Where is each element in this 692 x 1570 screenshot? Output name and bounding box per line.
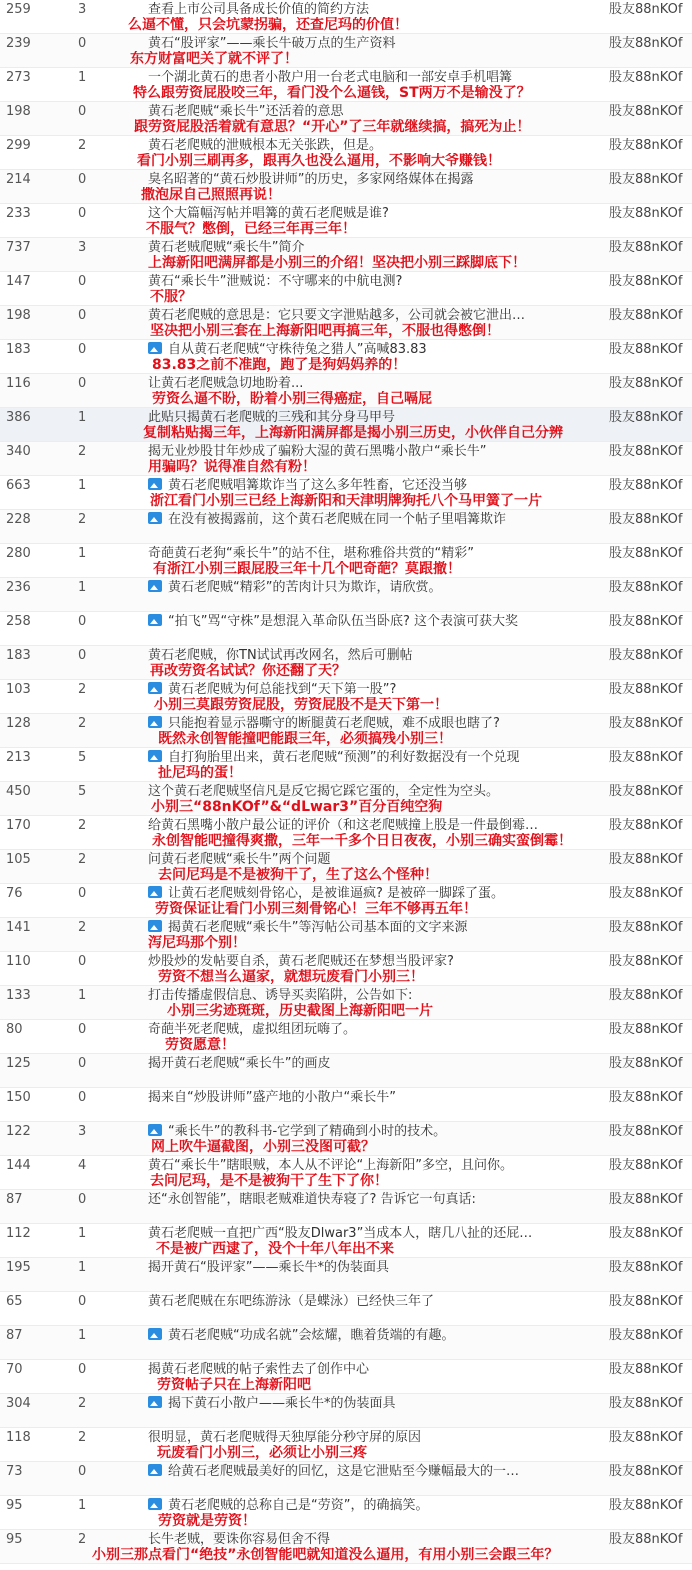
author-link[interactable]: 股友88nKOf bbox=[609, 852, 683, 867]
post-title-text: 揭黄石老爬贼“乘长牛”等泻帖公司基本面的文字来源 bbox=[168, 920, 468, 935]
author-link[interactable]: 股友88nKOf bbox=[609, 1328, 683, 1343]
red-annotation: 劳资愿意！ bbox=[165, 1037, 235, 1053]
post-title-text: 黄石老爬贼“精彩”的苦肉计只为欺诈，请欣赏。 bbox=[168, 580, 442, 595]
view-count: 95 bbox=[6, 1498, 23, 1513]
image-icon bbox=[148, 478, 162, 490]
author-link[interactable]: 股友88nKOf bbox=[609, 1158, 683, 1173]
reply-count: 3 bbox=[78, 2, 87, 17]
reply-count: 0 bbox=[78, 36, 87, 51]
post-row bbox=[0, 408, 692, 442]
post-row bbox=[0, 612, 692, 646]
red-annotation: 撒泡尿自己照照再说！ bbox=[141, 187, 281, 203]
author-link[interactable]: 股友88nKOf bbox=[609, 784, 683, 799]
image-icon bbox=[148, 512, 162, 524]
reply-count: 2 bbox=[78, 138, 87, 153]
author-link[interactable]: 股友88nKOf bbox=[609, 1362, 683, 1377]
red-annotation: 上海新阳吧满屏都是小别三的介绍！坚决把小别三踩脚底下！ bbox=[148, 255, 526, 271]
author-link[interactable]: 股友88nKOf bbox=[609, 274, 683, 289]
author-link[interactable]: 股友88nKOf bbox=[609, 206, 683, 221]
view-count: 228 bbox=[6, 512, 31, 527]
reply-count: 0 bbox=[78, 1056, 87, 1071]
post-row bbox=[0, 884, 692, 918]
post-row bbox=[0, 816, 692, 850]
red-annotation: 小别三那点看门“绝技”永创智能吧就知道没么逼用，有用小别三会跟三年？ bbox=[92, 1547, 559, 1563]
view-count: 70 bbox=[6, 1362, 23, 1377]
post-title-text: 查看上市公司具备成长价值的简约方法 bbox=[148, 2, 370, 17]
post-row bbox=[0, 714, 692, 748]
red-annotation: 用骗吗？说得准自然有粉！ bbox=[148, 459, 316, 475]
red-annotation: 跟劳资屁股活着就有意思？“开心”了三年就继续搞，搞死为止！ bbox=[134, 119, 531, 135]
reply-count: 0 bbox=[78, 376, 87, 391]
post-title-text: 揭无业炒股甘年炒成了骗粉大湿的黄石黑嘴小散户“乘长牛” bbox=[148, 444, 487, 459]
post-title-text: 打击传播虚假信息、诱导买卖陷阱，公告如下: bbox=[148, 988, 413, 1003]
red-annotation: 不是被广西逮了，没个十年八年出不来 bbox=[156, 1241, 394, 1257]
view-count: 214 bbox=[6, 172, 31, 187]
image-icon bbox=[148, 1328, 162, 1340]
post-title-text: 让黄石老爬贼刻骨铭心，是被谁逼疯? 是被碎一脚踩了蛋。 bbox=[168, 886, 505, 901]
post-row bbox=[0, 374, 692, 408]
author-link[interactable]: 股友88nKOf bbox=[609, 716, 683, 731]
post-title-text: 一个湖北黄石的患者小散户用一台老式电脑和一部安卓手机唱篝 bbox=[148, 70, 513, 85]
view-count: 118 bbox=[6, 1430, 31, 1445]
post-title-text: 黄石“乘长牛”瞎眼贼，本人从不评论“上海新阳”多空，且问你。 bbox=[148, 1158, 513, 1173]
view-count: 125 bbox=[6, 1056, 31, 1071]
reply-count: 2 bbox=[78, 1396, 87, 1411]
reply-count: 0 bbox=[78, 1464, 87, 1479]
post-title-text: “拍飞”骂“守株”是想混入革命队伍当卧底? 这个表演可获大奖 bbox=[168, 614, 518, 629]
author-link[interactable]: 股友88nKOf bbox=[609, 1498, 683, 1513]
author-link[interactable]: 股友88nKOf bbox=[609, 954, 683, 969]
post-title-text: 还“永创智能”，瞎眼老贼难道快寿寝了? 告诉它一句真话: bbox=[148, 1192, 476, 1207]
red-annotation: 泻尼玛那个别！ bbox=[148, 935, 246, 951]
post-row bbox=[0, 1394, 692, 1428]
post-title-text: 黄石老爬贼的总称自己是“劳资”，的确搞笑。 bbox=[168, 1498, 429, 1513]
post-title-text: 黄石老爬贼为何总能找到“天下第一股”? bbox=[168, 682, 397, 697]
view-count: 103 bbox=[6, 682, 31, 697]
post-title-text: 黄石老爬贼的意思是：它只要文字泄贴越多，公司就会被它泄出… bbox=[148, 308, 526, 323]
post-title-text: 这个黄石老爬贼坚信凡是反它揭它踩它蛋的，全定性为空头。 bbox=[148, 784, 500, 799]
post-title-text: 黄石老贼爬贼“乘长牛”简介 bbox=[148, 240, 305, 255]
reply-count: 0 bbox=[78, 104, 87, 119]
view-count: 737 bbox=[6, 240, 31, 255]
view-count: 259 bbox=[6, 2, 31, 17]
post-title-text: 揭来自“炒股讲师”盛产地的小散户“乘长牛” bbox=[148, 1090, 396, 1105]
author-link[interactable]: 股友88nKOf bbox=[609, 1090, 683, 1105]
post-row bbox=[0, 1292, 692, 1326]
author-link[interactable]: 股友88nKOf bbox=[609, 1396, 683, 1411]
post-row bbox=[0, 102, 692, 136]
post-row bbox=[0, 1020, 692, 1054]
reply-count: 1 bbox=[78, 988, 87, 1003]
view-count: 133 bbox=[6, 988, 31, 1003]
author-link[interactable]: 股友88nKOf bbox=[609, 648, 683, 663]
view-count: 198 bbox=[6, 104, 31, 119]
author-link[interactable]: 股友88nKOf bbox=[609, 376, 683, 391]
view-count: 239 bbox=[6, 36, 31, 51]
reply-count: 0 bbox=[78, 1294, 87, 1309]
post-row bbox=[0, 680, 692, 714]
post-row bbox=[0, 204, 692, 238]
post-row bbox=[0, 170, 692, 204]
view-count: 195 bbox=[6, 1260, 31, 1275]
image-icon bbox=[148, 886, 162, 898]
view-count: 299 bbox=[6, 138, 31, 153]
author-link[interactable]: 股友88nKOf bbox=[609, 580, 683, 595]
post-row bbox=[0, 782, 692, 816]
red-annotation: 看门小别三刷再多，跟再久也没么逼用，不影响大爷赚钱！ bbox=[137, 153, 501, 169]
author-link[interactable]: 股友88nKOf bbox=[609, 1056, 683, 1071]
post-title-link[interactable] bbox=[148, 1054, 588, 1074]
post-row bbox=[0, 544, 692, 578]
post-title-link[interactable] bbox=[148, 1088, 588, 1108]
post-title-text: 炒股炒的发帖要自杀，黄石老爬贼还在梦想当股评家? bbox=[148, 954, 454, 969]
red-annotation: 既然永创智能撞吧能跟三年，必须搞残小别三！ bbox=[158, 731, 452, 747]
post-title-text: 奇葩黄石老狗“乘长牛”的站不住，堪称雅俗共赏的“精彩” bbox=[148, 546, 474, 561]
author-link[interactable]: 股友88nKOf bbox=[609, 1532, 683, 1547]
author-link[interactable]: 股友88nKOf bbox=[609, 70, 683, 85]
post-row bbox=[0, 476, 692, 510]
red-annotation: 不服？ bbox=[150, 289, 192, 305]
reply-count: 3 bbox=[78, 240, 87, 255]
author-link[interactable]: 股友88nKOf bbox=[609, 1124, 683, 1139]
red-annotation: 浙江看门小别三已经上海新阳和天津明牌狗托八个马甲簧了一片 bbox=[150, 493, 542, 509]
red-annotation: 去问尼玛，是不是被狗干了生下了你！ bbox=[150, 1173, 388, 1189]
author-link[interactable]: 股友88nKOf bbox=[609, 104, 683, 119]
red-annotation: 83.83之前不准跑，跑了是狗妈妈养的！ bbox=[152, 357, 407, 373]
view-count: 95 bbox=[6, 1532, 23, 1547]
post-row bbox=[0, 238, 692, 272]
reply-count: 2 bbox=[78, 1532, 87, 1547]
red-annotation: 再改劳资名试试？你还翻了天？ bbox=[150, 663, 346, 679]
reply-count: 3 bbox=[78, 1124, 87, 1139]
reply-count: 2 bbox=[78, 852, 87, 867]
view-count: 170 bbox=[6, 818, 31, 833]
author-link[interactable]: 股友88nKOf bbox=[609, 410, 683, 425]
post-title-text: 黄石老爬贼“功成名就”会炫耀，瞧着货端的有趣。 bbox=[168, 1328, 455, 1343]
view-count: 110 bbox=[6, 954, 31, 969]
image-icon bbox=[148, 1498, 162, 1510]
post-title-text: 黄石“股评家”——乘长牛破万点的生产资料 bbox=[148, 36, 396, 51]
image-icon bbox=[148, 682, 162, 694]
view-count: 147 bbox=[6, 274, 31, 289]
red-annotation: 小别三莫跟劳资屁股，劳资屁股不是天下第一！ bbox=[154, 697, 448, 713]
red-annotation: 永创智能吧撞得爽撒，三年一千多个日日夜夜，小别三确实蛮倒霉！ bbox=[152, 833, 572, 849]
post-title-text: 让黄石老爬贼急切地盼着... bbox=[148, 376, 304, 391]
image-icon bbox=[148, 1396, 162, 1408]
post-row bbox=[0, 272, 692, 306]
view-count: 122 bbox=[6, 1124, 31, 1139]
reply-count: 2 bbox=[78, 716, 87, 731]
red-annotation: 有浙江小别三跟屁股三年十几个吧奇葩？莫跟撤！ bbox=[153, 561, 461, 577]
red-annotation: 坚决把小别三套在上海新阳吧再搞三年，不服也得憋倒！ bbox=[150, 323, 500, 339]
image-icon bbox=[148, 614, 162, 626]
reply-count: 5 bbox=[78, 750, 87, 765]
author-link[interactable]: 股友88nKOf bbox=[609, 750, 683, 765]
view-count: 112 bbox=[6, 1226, 31, 1241]
author-link[interactable]: 股友88nKOf bbox=[609, 546, 683, 561]
reply-count: 1 bbox=[78, 1226, 87, 1241]
image-icon bbox=[148, 580, 162, 592]
red-annotation: 劳资么逼不盼，盼着小别三得癌症，自己嗝屁 bbox=[152, 391, 432, 407]
reply-count: 0 bbox=[78, 1022, 87, 1037]
view-count: 340 bbox=[6, 444, 31, 459]
post-row bbox=[0, 952, 692, 986]
author-link[interactable]: 股友88nKOf bbox=[609, 1022, 683, 1037]
post-title-link[interactable] bbox=[148, 1326, 588, 1346]
reply-count: 0 bbox=[78, 172, 87, 187]
post-row bbox=[0, 1258, 692, 1292]
view-count: 236 bbox=[6, 580, 31, 595]
post-title-text: 问黄石老爬贼“乘长牛”两个问题 bbox=[148, 852, 331, 867]
view-count: 386 bbox=[6, 410, 31, 425]
red-annotation: 不服气？憋倒，已经三年再三年！ bbox=[146, 221, 356, 237]
view-count: 304 bbox=[6, 1396, 31, 1411]
post-title-link[interactable] bbox=[148, 1394, 588, 1414]
author-link[interactable]: 股友88nKOf bbox=[609, 308, 683, 323]
reply-count: 0 bbox=[78, 1192, 87, 1207]
author-link[interactable]: 股友88nKOf bbox=[609, 818, 683, 833]
post-title-link[interactable] bbox=[148, 1292, 588, 1312]
post-title-text: 揭黄石老爬贼的帖子索性去了创作中心 bbox=[148, 1362, 370, 1377]
view-count: 80 bbox=[6, 1022, 23, 1037]
post-row bbox=[0, 136, 692, 170]
reply-count: 0 bbox=[78, 886, 87, 901]
reply-count: 1 bbox=[78, 478, 87, 493]
reply-count: 0 bbox=[78, 342, 87, 357]
view-count: 65 bbox=[6, 1294, 23, 1309]
red-annotation: 么逼不懂，只会坑蒙拐骗，还查尼玛的价值！ bbox=[128, 17, 408, 33]
post-row bbox=[0, 1190, 692, 1224]
post-title-text: “乘长牛”的教科书-它学到了精确到小时的技术。 bbox=[168, 1124, 447, 1139]
post-row bbox=[0, 1360, 692, 1394]
image-icon bbox=[148, 920, 162, 932]
post-row bbox=[0, 306, 692, 340]
reply-count: 2 bbox=[78, 444, 87, 459]
red-annotation: 去问尼玛是不是被狗干了，生了这么个怪种！ bbox=[158, 867, 438, 883]
reply-count: 1 bbox=[78, 70, 87, 85]
red-annotation: 扯尼玛的蛋！ bbox=[158, 765, 242, 781]
image-icon bbox=[148, 342, 162, 354]
reply-count: 0 bbox=[78, 614, 87, 629]
author-link[interactable]: 股友88nKOf bbox=[609, 1294, 683, 1309]
reply-count: 1 bbox=[78, 410, 87, 425]
reply-count: 2 bbox=[78, 512, 87, 527]
author-link[interactable]: 股友88nKOf bbox=[609, 1464, 683, 1479]
reply-count: 0 bbox=[78, 1362, 87, 1377]
red-annotation: 劳资帖子只在上海新阳吧 bbox=[157, 1377, 311, 1393]
author-link[interactable]: 股友88nKOf bbox=[609, 2, 683, 17]
author-link[interactable]: 股友88nKOf bbox=[609, 1430, 683, 1445]
red-annotation: 劳资保证让看门小别三刻骨铭心！三年不够再五年！ bbox=[155, 901, 477, 917]
author-link[interactable]: 股友88nKOf bbox=[609, 1226, 683, 1241]
post-title-link[interactable] bbox=[148, 612, 588, 632]
post-row bbox=[0, 1496, 692, 1530]
author-link[interactable]: 股友88nKOf bbox=[609, 682, 683, 697]
view-count: 87 bbox=[6, 1192, 23, 1207]
post-title-text: 黄石老爬贼“乘长牛”还活着的意思 bbox=[148, 104, 344, 119]
post-row bbox=[0, 986, 692, 1020]
author-link[interactable]: 股友88nKOf bbox=[609, 1260, 683, 1275]
view-count: 198 bbox=[6, 308, 31, 323]
reply-count: 4 bbox=[78, 1158, 87, 1173]
reply-count: 5 bbox=[78, 784, 87, 799]
author-link[interactable]: 股友88nKOf bbox=[609, 138, 683, 153]
red-annotation: 网上吹牛逼截图，小别三没图可截？ bbox=[151, 1139, 375, 1155]
view-count: 144 bbox=[6, 1158, 31, 1173]
author-link[interactable]: 股友88nKOf bbox=[609, 988, 683, 1003]
post-title-text: 很明显，黄石老爬贼得天独厚能分秒守屏的原因 bbox=[148, 1430, 422, 1445]
reply-count: 2 bbox=[78, 818, 87, 833]
author-link[interactable]: 股友88nKOf bbox=[609, 512, 683, 527]
post-title-text: 揭下黄石小散户——乘长牛*的伪装面具 bbox=[168, 1396, 396, 1411]
reply-count: 0 bbox=[78, 274, 87, 289]
post-row bbox=[0, 442, 692, 476]
view-count: 116 bbox=[6, 376, 31, 391]
author-link[interactable]: 股友88nKOf bbox=[609, 444, 683, 459]
author-link[interactable]: 股友88nKOf bbox=[609, 614, 683, 629]
post-title-text: 在没有被揭露前，这个黄石老爬贼在同一个帖子里唱篝欺诈 bbox=[168, 512, 507, 527]
post-title-text: 长牛老贼，要诛你容易但舍不得 bbox=[148, 1532, 331, 1547]
reply-count: 1 bbox=[78, 580, 87, 595]
reply-count: 0 bbox=[78, 308, 87, 323]
post-row bbox=[0, 850, 692, 884]
post-title-link[interactable] bbox=[148, 1462, 588, 1482]
view-count: 105 bbox=[6, 852, 31, 867]
post-title-text: 自打狗胎里出来，黄石老爬贼“预测”的利好数据没有一个兑现 bbox=[168, 750, 520, 765]
post-title-text: 黄石“乘长牛”泄贼说：不守哪来的中航电测? bbox=[148, 274, 403, 289]
red-annotation: 东方财富吧关了就不评了！ bbox=[130, 51, 298, 67]
post-title-text: 自从黄石老爬贼“守株待兔之猎人”高喊83.83 bbox=[168, 342, 427, 357]
post-row bbox=[0, 1326, 692, 1360]
reply-count: 0 bbox=[78, 206, 87, 221]
post-row bbox=[0, 1462, 692, 1496]
view-count: 213 bbox=[6, 750, 31, 765]
post-title-text: 给黄石老爬贼最美好的回忆，这是它泄贴至今赚幅最大的一… bbox=[168, 1464, 520, 1479]
image-icon bbox=[148, 716, 162, 728]
post-title-text: 黄石老爬贼在东吧练游泳（是蝶泳）已经快三年了 bbox=[148, 1294, 435, 1309]
view-count: 73 bbox=[6, 1464, 23, 1479]
red-annotation: 特么跟劳资屁股咬三年，看门没个么逼钱，ST两万不是输没了？ bbox=[133, 85, 531, 101]
red-annotation: 复制粘贴揭三年，上海新阳满屏都是揭小别三历史，小伙伴自己分辨 bbox=[143, 425, 563, 441]
reply-count: 1 bbox=[78, 1260, 87, 1275]
post-row bbox=[0, 646, 692, 680]
post-row bbox=[0, 1088, 692, 1122]
post-row bbox=[0, 1530, 692, 1564]
reply-count: 2 bbox=[78, 920, 87, 935]
author-link[interactable]: 股友88nKOf bbox=[609, 240, 683, 255]
author-link[interactable]: 股友88nKOf bbox=[609, 36, 683, 51]
post-title-text: 臭名昭著的“黄石炒股讲师”的历史，多家网络媒体在揭露 bbox=[148, 172, 474, 187]
reply-count: 0 bbox=[78, 648, 87, 663]
reply-count: 2 bbox=[78, 1430, 87, 1445]
post-row bbox=[0, 0, 692, 34]
red-annotation: 小别三劣迹斑斑，历史截图上海新阳吧一片 bbox=[167, 1003, 433, 1019]
red-annotation: 玩废看门小别三，必须让小别三疼 bbox=[157, 1445, 367, 1461]
post-row bbox=[0, 1156, 692, 1190]
post-row bbox=[0, 1054, 692, 1088]
red-annotation: 小别三“88nKOf”&“dLwar3”百分百纯空狗 bbox=[151, 799, 443, 815]
author-link[interactable]: 股友88nKOf bbox=[609, 172, 683, 187]
view-count: 150 bbox=[6, 1090, 31, 1105]
view-count: 233 bbox=[6, 206, 31, 221]
view-count: 258 bbox=[6, 614, 31, 629]
view-count: 87 bbox=[6, 1328, 23, 1343]
post-row bbox=[0, 918, 692, 952]
post-row bbox=[0, 1122, 692, 1156]
reply-count: 1 bbox=[78, 1498, 87, 1513]
image-icon bbox=[148, 1464, 162, 1476]
view-count: 450 bbox=[6, 784, 31, 799]
reply-count: 0 bbox=[78, 954, 87, 969]
red-annotation: 劳资不想当么逼家，就想玩废看门小别三！ bbox=[158, 969, 424, 985]
post-row bbox=[0, 1428, 692, 1462]
reply-count: 0 bbox=[78, 1090, 87, 1105]
post-title-link[interactable] bbox=[148, 510, 588, 530]
post-title-text: 黄石老爬贼一直把广西“股友Dlwar3”当成本人，瞎几八扯的还屁… bbox=[148, 1226, 533, 1241]
post-title-text: 给黄石黑嘴小散户最公证的评价（和这老爬贼撞上股是一件最倒霉… bbox=[148, 818, 539, 833]
post-row bbox=[0, 68, 692, 102]
post-title-text: 黄石老爬贼的泄贼根本无关张跌，但是。 bbox=[148, 138, 383, 153]
view-count: 280 bbox=[6, 546, 31, 561]
post-row bbox=[0, 578, 692, 612]
post-title-text: 只能抱着显示器嘶守的断腿黄石老爬贼，难不成眼也瞎了? bbox=[168, 716, 500, 731]
post-title-text: 此贴只揭黄石老爬贼的三残和其分身马甲号 bbox=[148, 410, 396, 425]
post-row bbox=[0, 34, 692, 68]
view-count: 183 bbox=[6, 648, 31, 663]
view-count: 663 bbox=[6, 478, 31, 493]
reply-count: 1 bbox=[78, 546, 87, 561]
post-title-text: 揭开黄石“股评家”——乘长牛*的伪装面具 bbox=[148, 1260, 389, 1275]
post-title-text: 这个大篇幅泻帖并唱篝的黄石老爬贼是谁? bbox=[148, 206, 389, 221]
post-row bbox=[0, 1224, 692, 1258]
post-title-text: 黄石老爬贼唱篝欺诈当了这么多年牲畜，它还没当够 bbox=[168, 478, 468, 493]
reply-count: 2 bbox=[78, 682, 87, 697]
author-link[interactable]: 股友88nKOf bbox=[609, 920, 683, 935]
post-row bbox=[0, 510, 692, 544]
post-title-link[interactable] bbox=[148, 1258, 588, 1278]
post-row bbox=[0, 748, 692, 782]
post-title-text: 黄石老爬贼，你TN试试再改网名，然后可删帖 bbox=[148, 648, 413, 663]
post-title-link[interactable] bbox=[148, 272, 588, 292]
view-count: 141 bbox=[6, 920, 31, 935]
author-link[interactable]: 股友88nKOf bbox=[609, 342, 683, 357]
image-icon bbox=[148, 1124, 162, 1136]
post-title-link[interactable] bbox=[148, 578, 588, 598]
image-icon bbox=[148, 750, 162, 762]
view-count: 76 bbox=[6, 886, 23, 901]
post-row bbox=[0, 340, 692, 374]
view-count: 183 bbox=[6, 342, 31, 357]
red-annotation: 劳资就是劳资！ bbox=[158, 1513, 256, 1529]
author-link[interactable]: 股友88nKOf bbox=[609, 1192, 683, 1207]
post-title-text: 揭开黄石老爬贼“乘长牛”的画皮 bbox=[148, 1056, 331, 1071]
view-count: 128 bbox=[6, 716, 31, 731]
post-title-link[interactable] bbox=[148, 1190, 588, 1210]
author-link[interactable]: 股友88nKOf bbox=[609, 478, 683, 493]
view-count: 273 bbox=[6, 70, 31, 85]
reply-count: 1 bbox=[78, 1328, 87, 1343]
author-link[interactable]: 股友88nKOf bbox=[609, 886, 683, 901]
post-title-text: 奇葩半死老爬贼，虚拟组团玩嗨了。 bbox=[148, 1022, 357, 1037]
